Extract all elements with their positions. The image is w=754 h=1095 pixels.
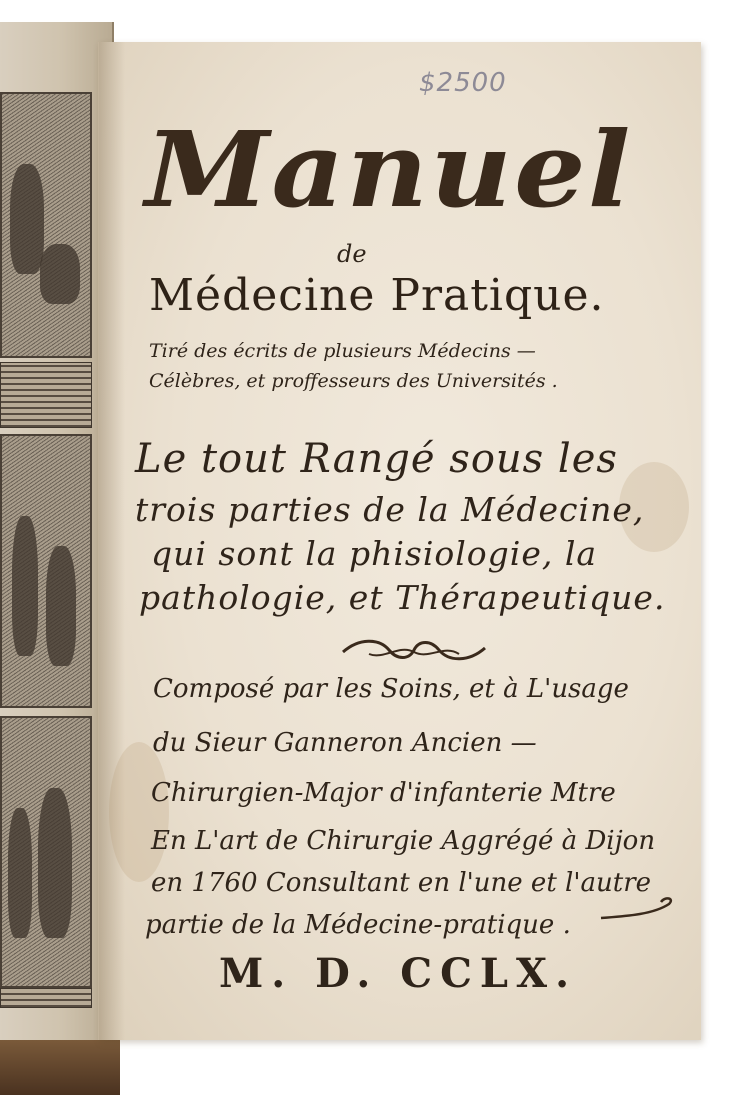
engraving-panel-bottom — [0, 716, 92, 988]
text-line: Célèbres, et proffesseurs des Universités . — [149, 370, 558, 392]
pencil-price-note: $2500 — [419, 68, 507, 98]
text-line: en 1760 Consultant en l'une et l'autre — [151, 868, 652, 898]
manuscript-title-page — [98, 42, 701, 1040]
text-line: Tiré des écrits de plusieurs Médecins — — [149, 340, 536, 362]
engraving-base — [0, 988, 92, 1008]
engraving-panel-middle — [0, 434, 92, 708]
text-line: En L'art de Chirurgie Aggrégé à Dijon — [151, 826, 656, 856]
publication-date: M. D. CCLX. — [219, 950, 577, 997]
title-connector: de — [337, 240, 367, 268]
paper-stain — [109, 742, 169, 882]
end-flourish — [599, 894, 679, 924]
page-title: Manuel — [145, 108, 633, 231]
text-line: partie de la Médecine-pratique . — [145, 910, 571, 940]
text-line: du Sieur Ganneron Ancien — — [153, 728, 537, 758]
text-line: Le tout Rangé sous les — [135, 436, 618, 482]
frontispiece-engraving — [0, 22, 114, 1072]
page-subtitle: Médecine Pratique. — [149, 270, 605, 321]
engraving-cornice — [0, 362, 92, 428]
page-gutter-shadow — [99, 42, 125, 1040]
text-line: pathologie, et Thérapeutique. — [139, 578, 666, 617]
text-line: Chirurgien-Major d'infanterie Mtre — [151, 778, 616, 808]
text-line: qui sont la phisiologie, la — [151, 534, 598, 573]
ornamental-flourish — [339, 636, 489, 664]
text-line: Composé par les Soins, et à L'usage — [153, 674, 629, 704]
leather-binding — [0, 1040, 120, 1095]
text-line: trois parties de la Médecine, — [135, 490, 645, 529]
engraving-panel-top — [0, 92, 92, 358]
